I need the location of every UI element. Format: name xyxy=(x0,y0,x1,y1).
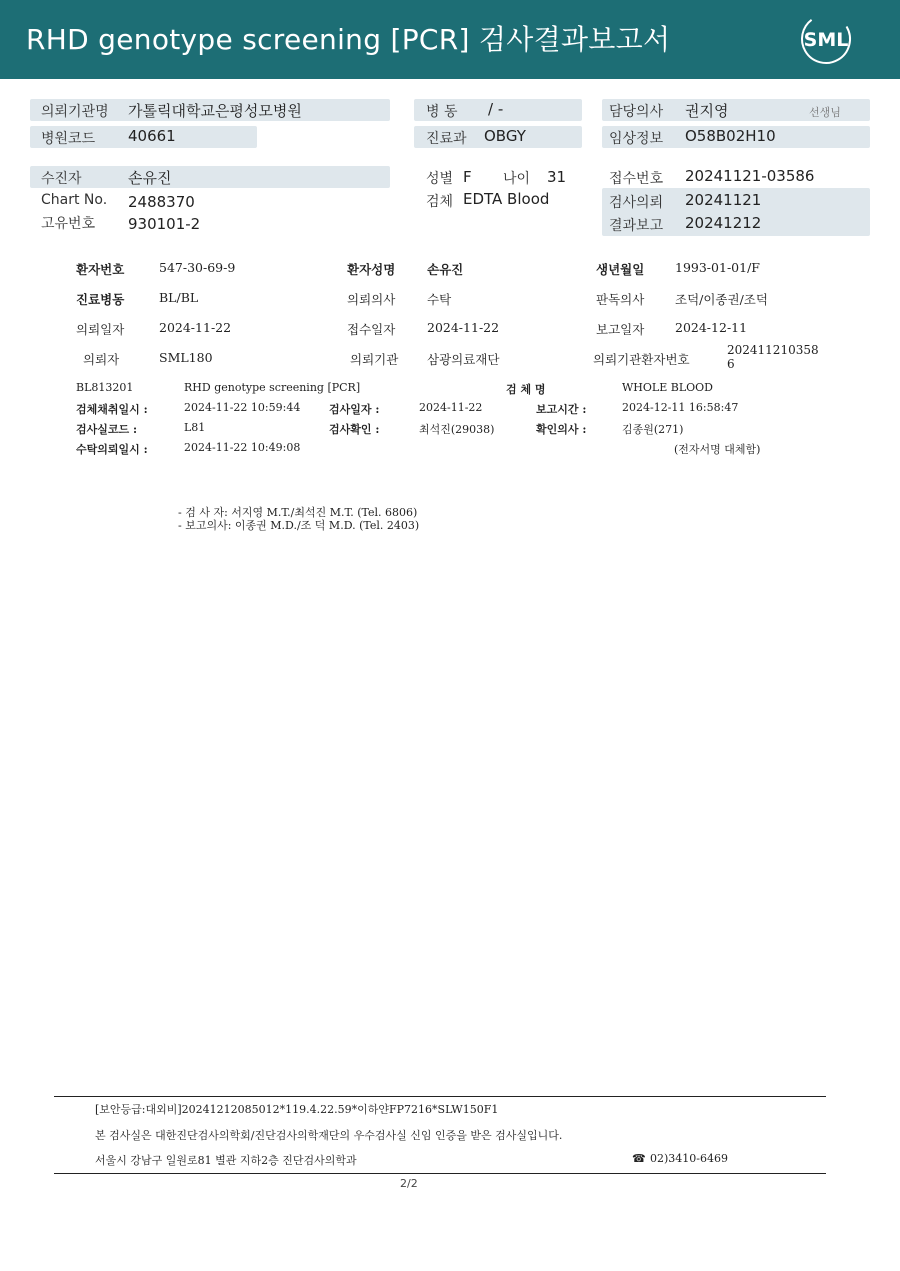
phone-icon: ☎ xyxy=(632,1152,646,1165)
specimen-name-label: 검 체 명 xyxy=(506,383,546,396)
esign-note: (전자서명 대체함) xyxy=(674,443,761,456)
report-date-label: 보고일자 xyxy=(596,322,645,337)
test-date-label: 검사일자 : xyxy=(329,403,380,416)
ward-code-value: BL/BL xyxy=(159,290,199,305)
req-date-label: 의뢰일자 xyxy=(76,322,125,337)
result-label: 결과보고 xyxy=(609,218,664,234)
org-patient-no-value: 202411210358 xyxy=(727,343,819,357)
req-doctor-value: 수탁 xyxy=(427,292,452,307)
lab-code-value: L81 xyxy=(184,421,206,434)
result-value: 20241212 xyxy=(685,214,762,232)
age-value: 31 xyxy=(547,168,567,186)
org-patient-no-value-cont: 6 xyxy=(727,357,735,371)
receipt-label: 접수번호 xyxy=(609,171,664,187)
report-date-value: 2024-12-11 xyxy=(675,320,748,335)
test-req-value: 20241121 xyxy=(685,191,762,209)
collect-time-label: 검체채취일시 : xyxy=(76,403,148,416)
svg-text:SML: SML xyxy=(803,29,849,51)
confirm-doctor-value: 김종원(271) xyxy=(622,423,684,436)
req-org-label-2: 의뢰기관 xyxy=(350,352,399,367)
hosp-code-value: 40661 xyxy=(128,127,176,145)
doctor-value: 권지영 xyxy=(685,102,729,120)
test-confirm-label: 검사확인 : xyxy=(329,423,380,436)
report-time-value: 2024-12-11 16:58:47 xyxy=(622,401,739,414)
doctor-suffix: 선생님 xyxy=(809,106,841,119)
requester-value: SML180 xyxy=(159,350,213,365)
requester-label: 의뢰자 xyxy=(83,352,120,367)
birth-label: 생년월일 xyxy=(596,262,645,277)
collect-time-value: 2024-11-22 10:59:44 xyxy=(184,401,301,414)
specimen-label: 검체 xyxy=(426,194,454,210)
sml-logo xyxy=(798,12,854,66)
cert-line: 본 검사실은 대한진단검사의학회/진단검사의학재단의 우수검사실 신임 인증을 받은 검사실입니다. xyxy=(95,1129,563,1142)
address-line: 서울시 강남구 일원로81 별관 지하2층 진단검사의학과 xyxy=(95,1154,357,1167)
req-date-value: 2024-11-22 xyxy=(159,320,232,335)
tester-line: - 검 사 자: 서지영 M.T./최석진 M.T. (Tel. 6806) xyxy=(178,506,418,519)
birth-value: 1993-01-01/F xyxy=(675,260,760,275)
req-org-value-2: 삼광의료재단 xyxy=(427,352,500,367)
org-patient-no-label: 의뢰기관환자번호 xyxy=(593,352,690,367)
receive-date-value: 2024-11-22 xyxy=(427,320,500,335)
specimen-value: EDTA Blood xyxy=(463,190,550,208)
confirm-doctor-label: 확인의사 : xyxy=(536,423,587,436)
ward-label: 병 동 xyxy=(426,104,458,120)
clinical-label: 임상정보 xyxy=(609,131,664,147)
report-time-label: 보고시간 : xyxy=(536,403,587,416)
req-doctor-label: 의뢰의사 xyxy=(347,292,396,307)
patient-label: 수진자 xyxy=(41,171,82,187)
dept-label: 진료과 xyxy=(426,131,467,147)
outsource-value: 2024-11-22 10:49:08 xyxy=(184,441,301,454)
footer-top-rule xyxy=(54,1096,826,1097)
ward-code-label: 진료병동 xyxy=(76,292,125,307)
patient-bar xyxy=(30,166,390,188)
patient-no-value: 547-30-69-9 xyxy=(159,260,236,275)
phone-number: 02)3410-6469 xyxy=(650,1152,728,1165)
lab-code-label: 검사실코드 : xyxy=(76,423,138,436)
clinical-value: O58B02H10 xyxy=(685,127,776,145)
patient-value: 손유진 xyxy=(128,169,172,187)
patient-name-label: 환자성명 xyxy=(347,262,396,277)
reporter-line: - 보고의사: 이종권 M.D./조 덕 M.D. (Tel. 2403) xyxy=(178,519,420,532)
chart-value: 2488370 xyxy=(128,193,195,211)
page-number: 2/2 xyxy=(400,1177,418,1190)
test-confirm-value: 최석진(29038) xyxy=(419,423,495,436)
test-code: BL813201 xyxy=(76,381,134,394)
patient-no-label: 환자번호 xyxy=(76,262,125,277)
hosp-code-label: 병원코드 xyxy=(41,131,96,147)
report-title: RHD genotype screening [PCR] 검사결과보고서 xyxy=(26,23,671,56)
chart-label: Chart No. xyxy=(41,192,108,208)
report-header xyxy=(0,0,900,79)
unique-label: 고유번호 xyxy=(41,216,96,232)
test-name: RHD genotype screening [PCR] xyxy=(184,381,361,394)
receipt-value: 20241121-03586 xyxy=(685,167,815,185)
security-line: [보안등급:대외비]20241212085012*119.4.22.59*이하얀FP7216*SLW150F1 xyxy=(95,1103,499,1116)
receive-date-label: 접수일자 xyxy=(347,322,396,337)
read-doctor-value: 조덕/이종권/조덕 xyxy=(675,292,768,307)
read-doctor-label: 판독의사 xyxy=(596,292,645,307)
specimen-name-value: WHOLE BLOOD xyxy=(622,381,713,394)
age-label: 나이 xyxy=(503,171,531,187)
patient-name-value: 손유진 xyxy=(427,262,464,277)
req-org-label: 의뢰기관명 xyxy=(41,104,109,120)
sex-label: 성별 xyxy=(426,171,454,187)
dept-value: OBGY xyxy=(484,127,526,145)
unique-value: 930101-2 xyxy=(128,215,201,233)
ward-value: / - xyxy=(488,100,504,118)
test-date-value: 2024-11-22 xyxy=(419,401,483,414)
req-org-value: 가톨릭대학교은평성모병원 xyxy=(128,102,302,120)
sex-value: F xyxy=(463,168,472,186)
footer-bottom-rule xyxy=(54,1173,826,1174)
outsource-label: 수탁의뢰일시 : xyxy=(76,443,148,456)
doctor-label: 담당의사 xyxy=(609,104,664,120)
test-req-label: 검사의뢰 xyxy=(609,195,664,211)
